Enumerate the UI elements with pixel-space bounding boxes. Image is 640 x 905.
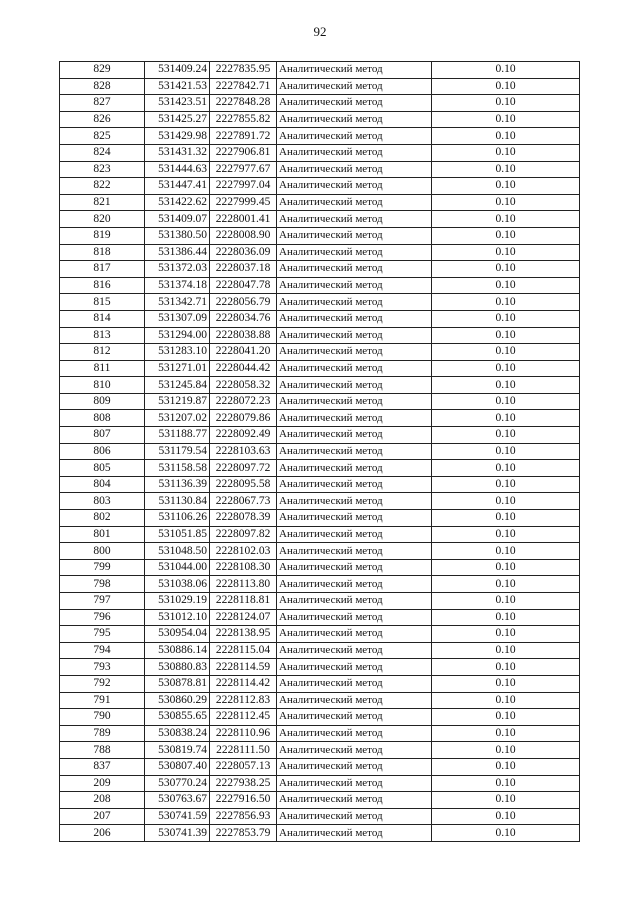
method-cell: Аналитический метод [277, 410, 432, 427]
method-cell: Аналитический метод [277, 593, 432, 610]
accuracy-cell: 0.10 [432, 510, 580, 527]
y-coordinate-cell: 2228108.30 [210, 559, 277, 576]
y-coordinate-cell: 2228112.45 [210, 709, 277, 726]
point-number-cell: 837 [60, 758, 145, 775]
table-row [60, 128, 580, 145]
y-coordinate-cell: 2228056.79 [210, 294, 277, 311]
table-row [60, 294, 580, 311]
y-coordinate-cell: 2227848.28 [210, 95, 277, 112]
point-number-cell: 812 [60, 344, 145, 361]
method-cell: Аналитический метод [277, 825, 432, 842]
point-number-cell: 820 [60, 211, 145, 228]
table-row [60, 144, 580, 161]
y-coordinate-cell: 2228115.04 [210, 642, 277, 659]
method-cell: Аналитический метод [277, 111, 432, 128]
point-number-cell: 807 [60, 427, 145, 444]
point-number-cell: 805 [60, 460, 145, 477]
x-coordinate-cell: 530770.24 [145, 775, 210, 792]
y-coordinate-cell: 2228112.83 [210, 692, 277, 709]
table-row [60, 659, 580, 676]
accuracy-cell: 0.10 [432, 261, 580, 278]
accuracy-cell: 0.10 [432, 460, 580, 477]
method-cell: Аналитический метод [277, 775, 432, 792]
method-cell: Аналитический метод [277, 659, 432, 676]
method-cell: Аналитический метод [277, 377, 432, 394]
method-cell: Аналитический метод [277, 460, 432, 477]
accuracy-cell: 0.10 [432, 62, 580, 79]
x-coordinate-cell: 530741.59 [145, 808, 210, 825]
x-coordinate-cell: 531012.10 [145, 609, 210, 626]
table-row [60, 360, 580, 377]
x-coordinate-cell: 530807.40 [145, 758, 210, 775]
table-row [60, 62, 580, 79]
point-number-cell: 810 [60, 377, 145, 394]
point-number-cell: 797 [60, 593, 145, 610]
x-coordinate-cell: 531188.77 [145, 427, 210, 444]
point-number-cell: 818 [60, 244, 145, 261]
y-coordinate-cell: 2227856.93 [210, 808, 277, 825]
y-coordinate-cell: 2227997.04 [210, 178, 277, 195]
x-coordinate-cell: 531374.18 [145, 277, 210, 294]
accuracy-cell: 0.10 [432, 642, 580, 659]
method-cell: Аналитический метод [277, 709, 432, 726]
method-cell: Аналитический метод [277, 427, 432, 444]
x-coordinate-cell: 530954.04 [145, 626, 210, 643]
method-cell: Аналитический метод [277, 393, 432, 410]
x-coordinate-cell: 530741.39 [145, 825, 210, 842]
method-cell: Аналитический метод [277, 725, 432, 742]
table-row [60, 742, 580, 759]
x-coordinate-cell: 531431.32 [145, 144, 210, 161]
y-coordinate-cell: 2228072.23 [210, 393, 277, 410]
table-row [60, 476, 580, 493]
x-coordinate-cell: 531386.44 [145, 244, 210, 261]
table-row [60, 161, 580, 178]
table-row [60, 443, 580, 460]
table-row [60, 95, 580, 112]
y-coordinate-cell: 2228114.59 [210, 659, 277, 676]
accuracy-cell: 0.10 [432, 493, 580, 510]
x-coordinate-cell: 531207.02 [145, 410, 210, 427]
y-coordinate-cell: 2228097.72 [210, 460, 277, 477]
y-coordinate-cell: 2227999.45 [210, 194, 277, 211]
table-row [60, 178, 580, 195]
table-row [60, 194, 580, 211]
y-coordinate-cell: 2228092.49 [210, 427, 277, 444]
accuracy-cell: 0.10 [432, 194, 580, 211]
table-row [60, 692, 580, 709]
accuracy-cell: 0.10 [432, 626, 580, 643]
accuracy-cell: 0.10 [432, 227, 580, 244]
method-cell: Аналитический метод [277, 808, 432, 825]
x-coordinate-cell: 531219.87 [145, 393, 210, 410]
method-cell: Аналитический метод [277, 493, 432, 510]
accuracy-cell: 0.10 [432, 675, 580, 692]
point-number-cell: 803 [60, 493, 145, 510]
accuracy-cell: 0.10 [432, 128, 580, 145]
table-row [60, 642, 580, 659]
point-number-cell: 809 [60, 393, 145, 410]
method-cell: Аналитический метод [277, 609, 432, 626]
point-number-cell: 208 [60, 792, 145, 809]
table-row [60, 493, 580, 510]
point-number-cell: 813 [60, 327, 145, 344]
point-number-cell: 822 [60, 178, 145, 195]
table-row [60, 377, 580, 394]
y-coordinate-cell: 2228037.18 [210, 261, 277, 278]
x-coordinate-cell: 530838.24 [145, 725, 210, 742]
accuracy-cell: 0.10 [432, 111, 580, 128]
table-row [60, 510, 580, 527]
x-coordinate-cell: 531423.51 [145, 95, 210, 112]
point-number-cell: 811 [60, 360, 145, 377]
page-number: 92 [313, 24, 327, 39]
accuracy-cell: 0.10 [432, 825, 580, 842]
accuracy-cell: 0.10 [432, 758, 580, 775]
method-cell: Аналитический метод [277, 144, 432, 161]
table-row [60, 775, 580, 792]
table-row [60, 244, 580, 261]
x-coordinate-cell: 531038.06 [145, 576, 210, 593]
accuracy-cell: 0.10 [432, 742, 580, 759]
method-cell: Аналитический метод [277, 360, 432, 377]
method-cell: Аналитический метод [277, 128, 432, 145]
y-coordinate-cell: 2228036.09 [210, 244, 277, 261]
x-coordinate-cell: 531130.84 [145, 493, 210, 510]
method-cell: Аналитический метод [277, 742, 432, 759]
y-coordinate-cell: 2228079.86 [210, 410, 277, 427]
method-cell: Аналитический метод [277, 95, 432, 112]
table-row [60, 626, 580, 643]
method-cell: Аналитический метод [277, 194, 432, 211]
y-coordinate-cell: 2228103.63 [210, 443, 277, 460]
point-number-cell: 207 [60, 808, 145, 825]
point-number-cell: 792 [60, 675, 145, 692]
method-cell: Аналитический метод [277, 692, 432, 709]
method-cell: Аналитический метод [277, 559, 432, 576]
method-cell: Аналитический метод [277, 626, 432, 643]
x-coordinate-cell: 531029.19 [145, 593, 210, 610]
method-cell: Аналитический метод [277, 792, 432, 809]
y-coordinate-cell: 2228110.96 [210, 725, 277, 742]
y-coordinate-cell: 2228008.90 [210, 227, 277, 244]
x-coordinate-cell: 531444.63 [145, 161, 210, 178]
x-coordinate-cell: 531179.54 [145, 443, 210, 460]
table-row [60, 410, 580, 427]
x-coordinate-cell: 531421.53 [145, 78, 210, 95]
y-coordinate-cell: 2227835.95 [210, 62, 277, 79]
y-coordinate-cell: 2228044.42 [210, 360, 277, 377]
method-cell: Аналитический метод [277, 758, 432, 775]
x-coordinate-cell: 531429.98 [145, 128, 210, 145]
coordinates-table-body [60, 62, 580, 842]
table-row [60, 593, 580, 610]
point-number-cell: 823 [60, 161, 145, 178]
point-number-cell: 794 [60, 642, 145, 659]
accuracy-cell: 0.10 [432, 709, 580, 726]
table-row [60, 609, 580, 626]
point-number-cell: 828 [60, 78, 145, 95]
table-row [60, 825, 580, 842]
point-number-cell: 819 [60, 227, 145, 244]
method-cell: Аналитический метод [277, 642, 432, 659]
table-row [60, 427, 580, 444]
x-coordinate-cell: 531409.24 [145, 62, 210, 79]
accuracy-cell: 0.10 [432, 78, 580, 95]
y-coordinate-cell: 2227891.72 [210, 128, 277, 145]
point-number-cell: 801 [60, 526, 145, 543]
x-coordinate-cell: 531422.62 [145, 194, 210, 211]
point-number-cell: 798 [60, 576, 145, 593]
x-coordinate-cell: 531307.09 [145, 310, 210, 327]
point-number-cell: 825 [60, 128, 145, 145]
x-coordinate-cell: 530880.83 [145, 659, 210, 676]
method-cell: Аналитический метод [277, 261, 432, 278]
accuracy-cell: 0.10 [432, 559, 580, 576]
x-coordinate-cell: 531342.71 [145, 294, 210, 311]
x-coordinate-cell: 531283.10 [145, 344, 210, 361]
method-cell: Аналитический метод [277, 178, 432, 195]
point-number-cell: 821 [60, 194, 145, 211]
y-coordinate-cell: 2228102.03 [210, 543, 277, 560]
point-number-cell: 826 [60, 111, 145, 128]
y-coordinate-cell: 2227842.71 [210, 78, 277, 95]
y-coordinate-cell: 2227906.81 [210, 144, 277, 161]
table-row [60, 576, 580, 593]
y-coordinate-cell: 2228058.32 [210, 377, 277, 394]
x-coordinate-cell: 531409.07 [145, 211, 210, 228]
accuracy-cell: 0.10 [432, 360, 580, 377]
point-number-cell: 789 [60, 725, 145, 742]
table-row [60, 675, 580, 692]
table-row [60, 526, 580, 543]
table-row [60, 327, 580, 344]
method-cell: Аналитический метод [277, 211, 432, 228]
table-row [60, 78, 580, 95]
accuracy-cell: 0.10 [432, 211, 580, 228]
table-row [60, 211, 580, 228]
x-coordinate-cell: 531380.50 [145, 227, 210, 244]
x-coordinate-cell: 531158.58 [145, 460, 210, 477]
method-cell: Аналитический метод [277, 510, 432, 527]
accuracy-cell: 0.10 [432, 526, 580, 543]
point-number-cell: 824 [60, 144, 145, 161]
accuracy-cell: 0.10 [432, 725, 580, 742]
table-row [60, 559, 580, 576]
accuracy-cell: 0.10 [432, 277, 580, 294]
method-cell: Аналитический метод [277, 294, 432, 311]
x-coordinate-cell: 530860.29 [145, 692, 210, 709]
accuracy-cell: 0.10 [432, 476, 580, 493]
point-number-cell: 802 [60, 510, 145, 527]
method-cell: Аналитический метод [277, 327, 432, 344]
y-coordinate-cell: 2228041.20 [210, 344, 277, 361]
x-coordinate-cell: 531245.84 [145, 377, 210, 394]
y-coordinate-cell: 2228124.07 [210, 609, 277, 626]
point-number-cell: 799 [60, 559, 145, 576]
point-number-cell: 791 [60, 692, 145, 709]
point-number-cell: 795 [60, 626, 145, 643]
accuracy-cell: 0.10 [432, 808, 580, 825]
accuracy-cell: 0.10 [432, 775, 580, 792]
point-number-cell: 209 [60, 775, 145, 792]
y-coordinate-cell: 2228118.81 [210, 593, 277, 610]
x-coordinate-cell: 530763.67 [145, 792, 210, 809]
y-coordinate-cell: 2228095.58 [210, 476, 277, 493]
table-row [60, 261, 580, 278]
table-row [60, 111, 580, 128]
y-coordinate-cell: 2228114.42 [210, 675, 277, 692]
accuracy-cell: 0.10 [432, 310, 580, 327]
accuracy-cell: 0.10 [432, 792, 580, 809]
accuracy-cell: 0.10 [432, 95, 580, 112]
method-cell: Аналитический метод [277, 227, 432, 244]
point-number-cell: 788 [60, 742, 145, 759]
point-number-cell: 814 [60, 310, 145, 327]
method-cell: Аналитический метод [277, 543, 432, 560]
method-cell: Аналитический метод [277, 277, 432, 294]
y-coordinate-cell: 2228034.76 [210, 310, 277, 327]
table-row [60, 792, 580, 809]
method-cell: Аналитический метод [277, 344, 432, 361]
y-coordinate-cell: 2228067.73 [210, 493, 277, 510]
table-row [60, 227, 580, 244]
method-cell: Аналитический метод [277, 476, 432, 493]
method-cell: Аналитический метод [277, 62, 432, 79]
x-coordinate-cell: 530855.65 [145, 709, 210, 726]
x-coordinate-cell: 531372.03 [145, 261, 210, 278]
point-number-cell: 817 [60, 261, 145, 278]
accuracy-cell: 0.10 [432, 161, 580, 178]
table-row [60, 277, 580, 294]
method-cell: Аналитический метод [277, 526, 432, 543]
accuracy-cell: 0.10 [432, 692, 580, 709]
point-number-cell: 815 [60, 294, 145, 311]
y-coordinate-cell: 2228001.41 [210, 211, 277, 228]
accuracy-cell: 0.10 [432, 576, 580, 593]
point-number-cell: 827 [60, 95, 145, 112]
point-number-cell: 816 [60, 277, 145, 294]
accuracy-cell: 0.10 [432, 344, 580, 361]
y-coordinate-cell: 2228097.82 [210, 526, 277, 543]
x-coordinate-cell: 531294.00 [145, 327, 210, 344]
accuracy-cell: 0.10 [432, 543, 580, 560]
point-number-cell: 793 [60, 659, 145, 676]
accuracy-cell: 0.10 [432, 593, 580, 610]
y-coordinate-cell: 2228111.50 [210, 742, 277, 759]
y-coordinate-cell: 2228113.80 [210, 576, 277, 593]
point-number-cell: 800 [60, 543, 145, 560]
x-coordinate-cell: 531044.00 [145, 559, 210, 576]
method-cell: Аналитический метод [277, 161, 432, 178]
point-number-cell: 796 [60, 609, 145, 626]
point-number-cell: 829 [60, 62, 145, 79]
x-coordinate-cell: 530886.14 [145, 642, 210, 659]
table-row [60, 725, 580, 742]
x-coordinate-cell: 531051.85 [145, 526, 210, 543]
x-coordinate-cell: 531447.41 [145, 178, 210, 195]
x-coordinate-cell: 531136.39 [145, 476, 210, 493]
table-row [60, 310, 580, 327]
table-row [60, 758, 580, 775]
x-coordinate-cell: 530819.74 [145, 742, 210, 759]
accuracy-cell: 0.10 [432, 377, 580, 394]
x-coordinate-cell: 531106.26 [145, 510, 210, 527]
x-coordinate-cell: 530878.81 [145, 675, 210, 692]
accuracy-cell: 0.10 [432, 427, 580, 444]
point-number-cell: 790 [60, 709, 145, 726]
table-row [60, 709, 580, 726]
coordinates-table [59, 61, 580, 842]
x-coordinate-cell: 531271.01 [145, 360, 210, 377]
y-coordinate-cell: 2227916.50 [210, 792, 277, 809]
accuracy-cell: 0.10 [432, 659, 580, 676]
y-coordinate-cell: 2227977.67 [210, 161, 277, 178]
accuracy-cell: 0.10 [432, 244, 580, 261]
y-coordinate-cell: 2228047.78 [210, 277, 277, 294]
method-cell: Аналитический метод [277, 78, 432, 95]
accuracy-cell: 0.10 [432, 609, 580, 626]
y-coordinate-cell: 2227938.25 [210, 775, 277, 792]
table-row [60, 460, 580, 477]
method-cell: Аналитический метод [277, 675, 432, 692]
accuracy-cell: 0.10 [432, 443, 580, 460]
accuracy-cell: 0.10 [432, 178, 580, 195]
table-row [60, 344, 580, 361]
table-row [60, 808, 580, 825]
accuracy-cell: 0.10 [432, 410, 580, 427]
y-coordinate-cell: 2227853.79 [210, 825, 277, 842]
accuracy-cell: 0.10 [432, 393, 580, 410]
method-cell: Аналитический метод [277, 244, 432, 261]
point-number-cell: 804 [60, 476, 145, 493]
y-coordinate-cell: 2228078.39 [210, 510, 277, 527]
accuracy-cell: 0.10 [432, 144, 580, 161]
y-coordinate-cell: 2227855.82 [210, 111, 277, 128]
accuracy-cell: 0.10 [432, 294, 580, 311]
table-row [60, 393, 580, 410]
method-cell: Аналитический метод [277, 310, 432, 327]
x-coordinate-cell: 531048.50 [145, 543, 210, 560]
y-coordinate-cell: 2228038.88 [210, 327, 277, 344]
y-coordinate-cell: 2228057.13 [210, 758, 277, 775]
point-number-cell: 206 [60, 825, 145, 842]
method-cell: Аналитический метод [277, 443, 432, 460]
accuracy-cell: 0.10 [432, 327, 580, 344]
y-coordinate-cell: 2228138.95 [210, 626, 277, 643]
x-coordinate-cell: 531425.27 [145, 111, 210, 128]
point-number-cell: 808 [60, 410, 145, 427]
method-cell: Аналитический метод [277, 576, 432, 593]
table-row [60, 543, 580, 560]
point-number-cell: 806 [60, 443, 145, 460]
